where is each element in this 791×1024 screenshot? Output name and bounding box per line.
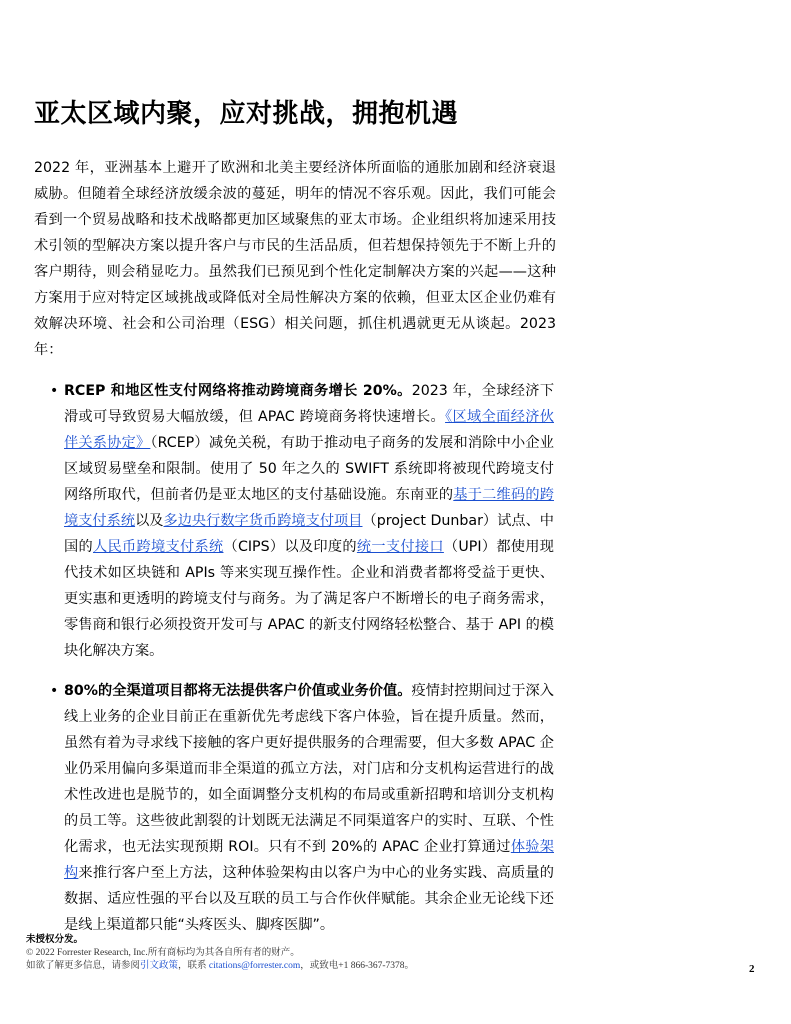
bullet-dot: •: [50, 383, 59, 399]
bullet-rcep-lead: RCEP 和地区性支付网络将推动跨境商务增长 20%。: [64, 383, 412, 399]
bullet-rcep-text: [64, 378, 554, 664]
rcep-link[interactable]: 《区域全面经济伙伴关系协定》: [64, 409, 554, 451]
page-number: 2: [749, 963, 755, 975]
qr-payment-link[interactable]: 基于二维码的跨境支付系统: [64, 487, 554, 529]
contact-text-pre: 如欲了解更多信息，请参阅: [26, 961, 141, 971]
citation-policy-link[interactable]: 引文政策: [140, 961, 179, 971]
page-title: 亚太区域内聚，应对挑战，拥抱机遇: [34, 99, 459, 129]
bullet-omnichannel-lead: 80%的全渠道项目都将无法提供客户价值或业务价值。: [64, 683, 412, 699]
cips-link[interactable]: 人民币跨境支付系统: [93, 539, 224, 555]
bullet-omnichannel-body-1: 疫情封控期间过于深入线上业务的企业目前正在重新优先考虑线下客户体验，旨在提升质量。然而，虽然有着为寻求线下接触的客户更好提供服务的合理需要，但大多数 APAC 企业仍采用偏向多渠道而非全渠道的孤立方法，对门店和分支机构运营进行的战术性改进也是脱节的，如全面调整分支机构的布局或重新招聘和培训分支机构的员工等。这些彼此割裂的计划既无法满足不同渠道客户的实时、互联、个性化需求，也无法实现预期 ROI。只有不到 20%的 APAC 企业打算通过: [64, 683, 554, 855]
bullet-rcep-body-3: 以及: [135, 513, 164, 529]
bullet-omnichannel: [34, 678, 554, 938]
bullet-omnichannel-text: [64, 678, 554, 938]
contact-text-mid: ，联系: [178, 961, 209, 971]
contact-line: [26, 960, 414, 974]
bullet-rcep-body-4: （project Dunbar）试点、中国的: [64, 513, 554, 555]
copyright-line: © 2022 Forrester Research, Inc.所有商标均为其各自所有者的财产。: [26, 947, 300, 958]
experience-architecture-link[interactable]: 体验架构: [64, 839, 554, 881]
bullet-omnichannel-body-2: 来推行客户至上方法，这种体验架构由以客户为中心的业务实践、高质量的数据、适应性强的平台以及互联的员工与合作伙伴赋能。其余企业无论线下还是线上渠道都只能“头疼医头、脚疼医脚”。: [64, 865, 554, 933]
bullet-rcep: [34, 378, 554, 664]
unauthorized-notice: 未授权分发。: [26, 934, 84, 945]
cbdc-project-link[interactable]: 多边央行数字货币跨境支付项目: [163, 513, 363, 529]
page-footer: [26, 933, 414, 974]
bullet-rcep-body-6: （UPI）都使用现代技术如区块链和 APIs 等来实现互操作性。企业和消费者都将受益于更快、更实惠和更透明的跨境支付与商务。为了满足客户不断增长的电子商务需求，零售商和银行必须投资开发可与 APAC 的新支付网络轻松整合、基于 API 的模块化解决方案。: [64, 539, 554, 659]
bullet-rcep-body-5: （CIPS）以及印度的: [223, 539, 357, 555]
bullet-dot: •: [50, 683, 59, 699]
bullet-rcep-body-2: （RCEP）减免关税，有助于推动电子商务的发展和消除中小企业区域贸易壁垒和限制。使用了 50 年之久的 SWIFT 系统即将被现代跨境支付网络所取代，但前者仍是亚太地区的支付基础设施。东南亚的: [64, 435, 554, 503]
upi-link[interactable]: 统一支付接口: [356, 539, 444, 555]
intro-paragraph: 2022 年，亚洲基本上避开了欧洲和北美主要经济体所面临的通胀加剧和经济衰退威胁。但随着全球经济放缓余波的蔓延，明年的情况不容乐观。因此，我们可能会看到一个贸易战略和技术战略都更加区域聚焦的亚太市场。企业组织将加速采用技术引领的型解决方案以提升客户与市民的生活品质，但若想保持领先于不断上升的客户期待，则会稍显吃力。虽然我们已预见到个性化定制解决方案的兴起——这种方案用于应对特定区域挑战或降低对全局性解决方案的依赖，但亚太区企业仍难有效解决环境、社会和公司治理（ESG）相关问题，抓住机遇就更无从谈起。2023 年：: [34, 160, 556, 358]
email-link[interactable]: citations@forrester.com: [208, 961, 301, 971]
bullet-rcep-body-1: 2023 年，全球经济下滑或可导致贸易大幅放缓，但 APAC 跨境商务将快速增长。: [64, 383, 555, 425]
contact-text-post: ，或致电+1 866-367-7378。: [300, 961, 415, 971]
